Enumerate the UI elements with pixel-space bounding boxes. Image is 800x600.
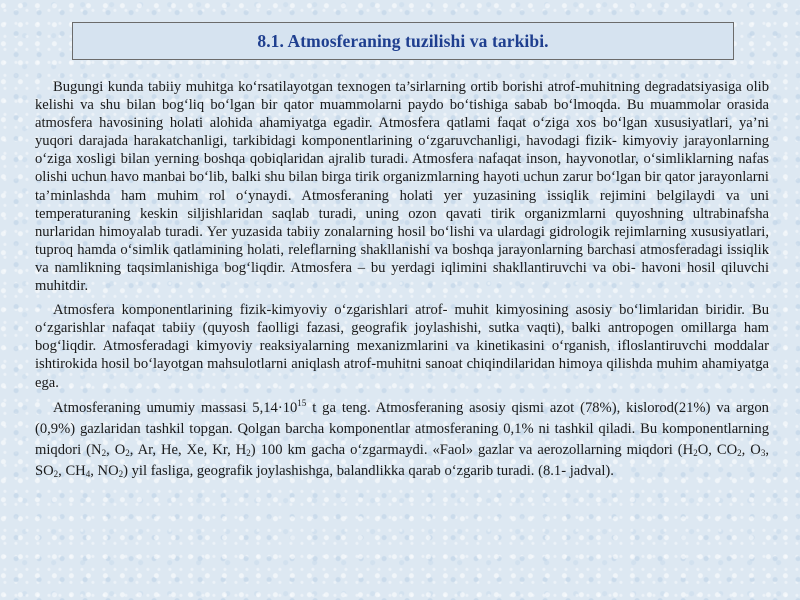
formula-h2: $H_2$ [235,441,251,458]
text-run: ) yil fasliga, geografik joylashishga, balandlikka qarab o‘zgarib turadi. (8.1- jadval). [123,462,614,479]
paragraph-3: Atmosferaning umumiy massasi $5,14\cdot 10^{15}$ t ga teng. Atmosferaning asosiy qismi azot (78%), kislorod(21%) va argon (0,9%) gazlaridan tashkil topgan. Qolgan barcha komponentlar atmosferaning 0,1% ni tashkil qiladi. Bu komponentlarning miqdori ($N_2$, $O_2$, Ar, He, Xe, Kr, $H_2$) 100 km gacha o‘zgarmaydi. «Faol» gazlar va aerozollarning miqdori ($H_2O$, $CO_2$, $O_3$, $SO_2$, $CH_4$, $NO_2$) yil fasliga, geografik joylashishga, balandlikka qarab o‘zgarib turadi. (8.1- jadval). [35,397,769,479]
exponent: 15 [297,397,307,408]
formula-n2: $N_2$ [91,441,107,458]
formula-ch4: $CH_4$ [65,462,91,479]
text-run: t ga teng. Atmosferaning asosiy qismi azot (78%), kislorod(21%) va argon (0,9%) gazlaridan tashkil topgan. Qolgan barcha komponentlar atmosferaning 0,1% ni tashkil qiladi. Bu komponentlarning miqdori ( [35,399,769,458]
formula-so2: $SO_2$ [35,462,59,479]
page-title: 8.1. Atmosferaning tuzilishi va tarkibi. [257,30,549,51]
formula-o2: $O_2$ [114,441,130,458]
text-run: Atmosferaning umumiy massasi 5,14·10 [53,399,298,416]
document-body [35,78,769,488]
paragraph-1: Bugungi kunda tabiiy muhitga ko‘rsatilayotgan texnogen ta’sirlarning ortib borishi atrof-muhitning degradatsiyasiga olib kelishi va shu bilan bog‘liq bo‘lgan bir qator muammolarni paydo bo‘tishiga sabab bo‘lmoqda. Bu muammolar orasida atmosfera havosining holati alohida ahamiyatga egadir. Atmosfera qatlami faqat o‘ziga xos bo‘lgan xususiyatlari, ya’ni yuqori darajada harakatchanligi, tarkibidagi komponentlarining o‘zgaruvchanligi, havodagi fizik- kimyoviy jarayonlarning o‘ziga xosligi bilan yerning boshqa qobiqlaridan ajralib turadi. Atmosfera nafaqat inson, hayvonotlar, o‘simliklarning nafas olishi uchun havo manbai bo‘lib, balki shu bilan birga tirik organizmlarning hayoti uchun zarur bo‘lgan bir qator jarayonlarni ta’minlashda ham muhim rol o‘ynaydi. Atmosferaning holati yer yuzasining issiqlik rejimini belgilaydi va uni temperaturaning keskin siljishlaridan saqlab turadi, uning ozon qavati tirik organizmlarni quyoshning ultrabinafsha nurlaridan himoyalab turadi. Yer yuzasida tabiiy zonalarning hosil bo‘lishi va ulardagi gidrologik rejimlarning xususiyatlari, tuproq hamda o‘simlik qatlamining holati, releflarning shakllanishi va boshqa jarayonlarning barchasi atmosferadagi issiqlik va namlikning taqsimlanishiga bog‘liqdir. Atmosfera – bu yerdagi iqlimini shakllantiruvchi va obi- havoni hosil qiluvchi muhitdir. [35,79,769,295]
text-run: , Ar, He, Xe, Kr, [129,441,236,458]
formula-h2o: $H_2O$, [682,441,717,458]
formula-no2: $NO_2$ [97,462,124,479]
formula-co2: $CO_2$ [716,441,742,458]
text-run: ) 100 km gacha o‘zgarmaydi. «Faol» gazlar va aerozollarning miqdori ( [250,441,683,458]
title-box [72,22,734,60]
formula-o3: $O_3$ [750,441,766,458]
paragraph-2: Atmosfera komponentlarining fizik-kimyoviy o‘zgarishlari atrof- muhit kimyosining asosiy bo‘limlaridan biridir. Bu o‘zgarishlar nafaqat tabiiy (quyosh faolligi fazasi, geografik joylashishi, sutka vaqti), balki antropogen omillarga ham bog‘liqdir. Atmosferadagi kimyoviy reaksiyalarning mexanizmlarini va kinetikasini o‘rganish, ifloslantiruvchi moddalar ishtirokida hosil bo‘layotgan mahsulotlarni aniqlash atrof-muhitni sanoat chiqindilaridan himoya qilishda muhim ahamiyatga ega. [35,302,769,391]
